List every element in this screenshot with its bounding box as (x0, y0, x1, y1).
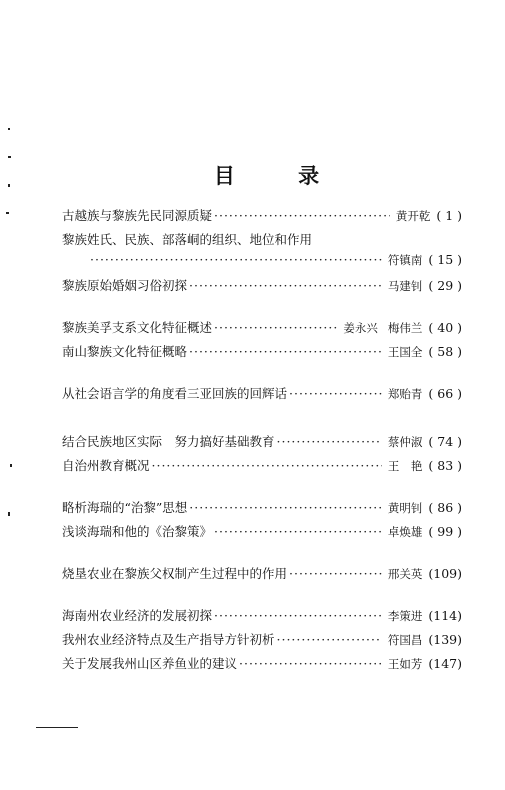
leader-dots (239, 654, 382, 674)
toc-entry-page: (139) (428, 632, 462, 647)
toc-entry-title: 烧垦农业在黎族父权制产生过程中的作用 (62, 566, 288, 581)
toc-entry[interactable] (62, 342, 462, 362)
toc-entry-author: 蔡仲淑 (387, 435, 423, 449)
toc-entry[interactable] (62, 432, 462, 452)
toc-entry[interactable] (62, 654, 462, 674)
toc-entry-author: 郑贻青 (387, 387, 423, 401)
toc-entry-page: ( 40 ) (428, 320, 462, 335)
scan-speck (8, 156, 11, 158)
toc-entry-page: ( 74 ) (428, 434, 462, 449)
toc-entry-author: 王 艳 (387, 459, 423, 473)
leader-dots (214, 606, 382, 626)
leader-dots (289, 564, 382, 584)
toc-entry-title: 从社会语言学的角度看三亚回族的回辉话 (62, 386, 288, 401)
toc-entry-author: 符镇南 (387, 253, 423, 267)
toc-entry[interactable] (62, 318, 462, 338)
toc-entry-page: (109) (428, 566, 462, 581)
scan-speck (8, 128, 10, 130)
toc-entry[interactable] (62, 276, 462, 296)
toc-entry[interactable] (62, 206, 462, 226)
scan-speck (10, 464, 12, 467)
toc-entry-page: (114) (428, 608, 462, 623)
toc-entry[interactable] (62, 564, 462, 584)
toc-entry-title: 自治州教育概况 (62, 458, 150, 473)
toc-entry-author: 黄开乾 (395, 209, 431, 223)
toc-entry-page: (147) (428, 656, 462, 671)
toc-entry-page: ( 83 ) (428, 458, 462, 473)
toc-entry-author: 姜永兴 (343, 321, 378, 335)
leader-dots (214, 522, 382, 542)
toc-entry-page: ( 86 ) (428, 500, 462, 515)
toc-entry-author: 卓焕雄 (387, 525, 423, 539)
leader-dots (189, 498, 382, 518)
leader-dots (189, 276, 382, 296)
toc-entry-coauthor: 梅伟兰 (387, 321, 423, 335)
leader-dots (152, 456, 382, 476)
scan-rule (36, 727, 78, 728)
toc-entry[interactable] (62, 498, 462, 518)
toc-entry-title: 关于发展我州山区养鱼业的建议 (62, 656, 238, 671)
toc-entry[interactable] (62, 606, 462, 626)
toc-entry-author: 李策进 (387, 609, 423, 623)
toc-entry[interactable] (62, 630, 462, 650)
scan-speck (6, 212, 9, 214)
toc-entry[interactable] (62, 522, 462, 542)
leader-dots (214, 318, 337, 338)
toc-entry-title: 南山黎族文化特征概略 (62, 344, 188, 359)
toc-entry-title: 结合民族地区实际 努力搞好基础教育 (62, 434, 275, 449)
leader-dots (90, 250, 382, 270)
scan-speck (8, 184, 10, 187)
leader-dots (189, 342, 382, 362)
toc-entry-author: 马建钊 (387, 279, 423, 293)
leader-dots (289, 384, 382, 404)
toc-entry-author: 王如芳 (387, 657, 423, 671)
toc-entry-author: 黄明钊 (387, 501, 423, 515)
page-title: 目 录 (213, 164, 348, 188)
toc-entry-page: ( 15 ) (428, 252, 462, 267)
toc-entry-title: 黎族原始婚姻习俗初探 (62, 278, 188, 293)
toc-entry-author: 邢关英 (387, 567, 423, 581)
toc-entry-title: 黎族姓氏、民族、部落峒的组织、地位和作用 (62, 232, 313, 247)
toc-entry-page: ( 99 ) (428, 524, 462, 539)
toc-entry-page: ( 58 ) (428, 344, 462, 359)
toc-entry-title: 古越族与黎族先民同源质疑 (62, 208, 213, 223)
toc-entry[interactable] (62, 384, 462, 404)
toc-entry-title: 海南州农业经济的发展初探 (62, 608, 213, 623)
toc-entry-page: ( 1 ) (436, 208, 462, 223)
toc-entry-author: 王国全 (387, 345, 423, 359)
leader-dots (277, 432, 382, 452)
toc-entry-title: 浅谈海瑞和他的《治黎策》 (62, 524, 213, 539)
toc-entry-title: 我州农业经济特点及生产指导方针初析 (62, 632, 275, 647)
toc-entry-title: 略析海瑞的“治黎”思想 (62, 500, 188, 515)
leader-dots (277, 630, 382, 650)
leader-dots (214, 206, 390, 226)
toc-entry-author: 符国昌 (387, 633, 423, 647)
toc-entry-page: ( 66 ) (428, 386, 462, 401)
scan-speck (8, 512, 10, 516)
toc-entry-page: ( 29 ) (428, 278, 462, 293)
toc-entry[interactable] (62, 456, 462, 476)
toc-entry[interactable] (62, 230, 462, 274)
toc-entry-title: 黎族美孚支系文化特征概述 (62, 320, 213, 335)
